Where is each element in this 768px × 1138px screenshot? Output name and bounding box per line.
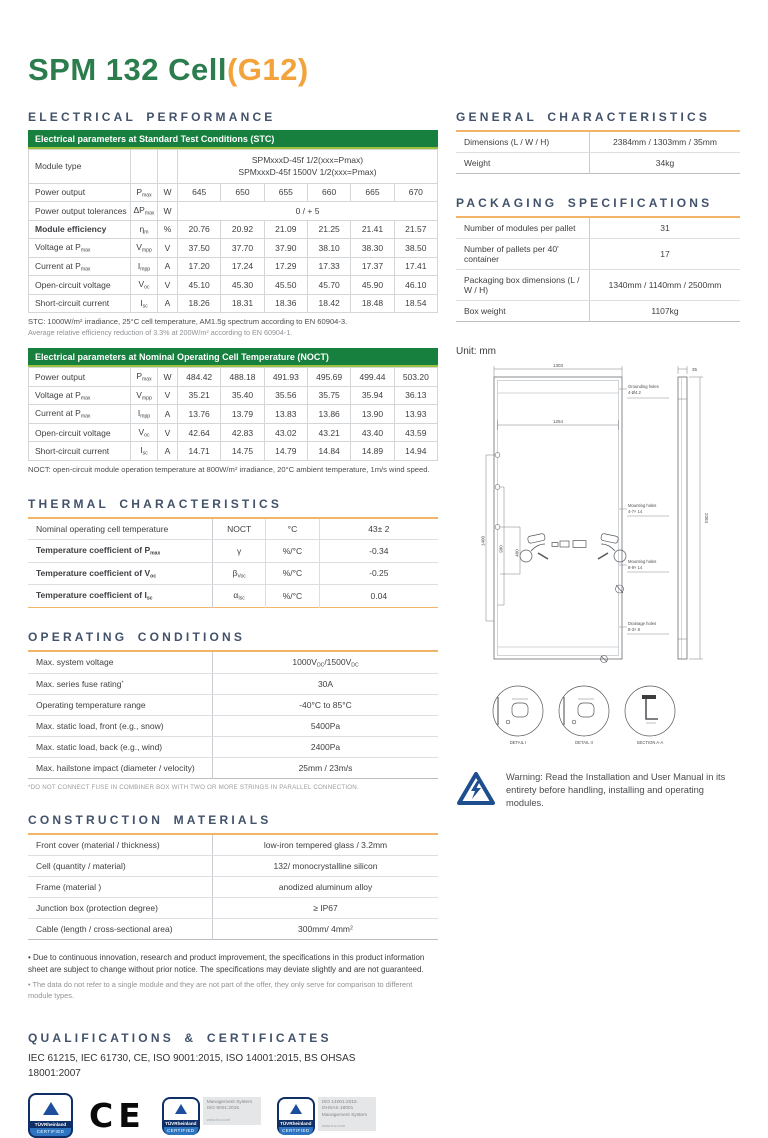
table-cell: Operating temperature range [28,695,213,716]
tuv-iso9001-logo [162,1097,261,1135]
general-table [456,130,740,174]
table-cell: Cell (quantity / material) [28,856,213,877]
table-cell: % [158,220,178,239]
thermal-table [28,517,438,608]
table-cell: 18.26 [178,294,221,313]
table-cell: 35.21 [178,386,221,405]
table-row [456,217,740,239]
side-dimension-lines [678,366,703,659]
qualifications-text: IEC 61215, IEC 61730, CE, ISO 9001:2015, ISO 14001:2015, BS OHSAS 18001:2007 [28,1053,356,1080]
table-cell: °C [266,518,319,540]
noct-table [28,367,438,461]
module-type-value [178,150,438,184]
table-cell: 18.48 [351,294,394,313]
table-cell: $V_{mpp}$ [131,386,158,405]
module-type-line1: SPMxxxD-45f 1/2(xxx=Pmax) [251,155,364,165]
label-grounding-holes: Grounding holes [628,384,659,389]
table-cell: 20.92 [221,220,264,239]
tuv-badge [277,1097,315,1135]
table-cell: 132/ monocrystalline silicon [213,856,439,877]
tuv-triangle-icon [290,1104,302,1114]
table-cell: 1340mm / 1140mm / 2500mm [589,270,740,301]
table-row [28,898,438,919]
table-cell: Power output tolerances [29,202,131,221]
tuv-certified-band: CERTIFIED [164,1127,198,1135]
table-cell: 18.31 [221,294,264,313]
table-cell: 655 [264,183,307,202]
table-cell: 43.40 [351,423,394,442]
table-cell: 14.94 [394,442,437,461]
table-row [28,758,438,779]
table-cell: NOCT [213,518,266,540]
noct-table-body [29,368,438,461]
table-row [28,518,438,540]
page-title [28,52,740,88]
ce-mark: CE [89,1096,146,1136]
right-column [456,88,740,1138]
section-heading-general: GENERAL CHARACTERISTICS [456,110,711,124]
table-row [29,423,438,442]
table-cell: Temperature coefficient of $V_{oc}$ [28,562,213,585]
table-cell: 14.71 [178,442,221,461]
table-cell: Temperature coefficient of $P_{max}$ [28,540,213,563]
dim-left-outer: 1400 [480,535,486,547]
section-heading-operating: OPERATING CONDITIONS [28,629,246,644]
table-row [28,585,438,608]
label-grounding-spec: 4-Ø4.2 [628,390,641,395]
label-mounting-spec-1: 4-7× 14 [628,509,643,514]
side-view [678,377,687,659]
table-cell: 42.83 [221,423,264,442]
tuv-brand-label: TÜVRheinland [34,1122,67,1128]
table-cell: $V_{mpp}$ [131,239,158,258]
table-cell: 18.42 [307,294,350,313]
table-cell: %/°C [266,562,319,585]
table-cell: $\beta_{Voc}$ [213,562,266,585]
table-cell: 43.21 [307,423,350,442]
table-row [28,716,438,737]
table-cell: 13.93 [394,405,437,424]
table-cell: 17.33 [307,257,350,276]
tuv-brand-label: TÜVRheinland [165,1120,197,1126]
table-row [456,131,740,153]
table-cell: A [158,442,178,461]
table-cell: V [158,239,178,258]
table-cell: 2384mm / 1303mm / 35mm [589,131,740,153]
table-cell: 13.83 [264,405,307,424]
table-cell: 30A [213,674,439,695]
tuv-certified-band: CERTIFIED [30,1128,71,1136]
table-cell: 1107kg [651,306,679,316]
table-cell: V [158,423,178,442]
table-cell: Dimensions (L / W / H) [456,131,589,153]
table-cell: Max. series fuse rating* [28,674,213,695]
section-aa-label: SECTION A-A [636,740,664,745]
table-cell: $P_{max}$ [131,368,158,387]
tuv-certified-band: CERTIFIED [279,1127,313,1135]
table-cell: 14.75 [221,442,264,461]
table-cell: anodized aluminum alloy [213,877,439,898]
stc-note-2: Average relative efficiency reduction of 3.3% at $200W/m^2$ according to EN 60904-1. [28,328,293,338]
table-cell: 17.41 [394,257,437,276]
table-row [28,674,438,695]
table-cell: 21.09 [264,220,307,239]
technical-drawing [456,359,740,763]
dim-left-mid: 990 [498,545,504,553]
table-cell: -0.34 [319,540,438,563]
table-cell: Open-circuit voltage [29,276,131,295]
detail-markers [601,585,624,663]
warning-triangle-icon [456,771,496,807]
table-cell: 645 [178,183,221,202]
construction-table-body [28,834,438,940]
table-cell: 35.94 [351,386,394,405]
table-cell: A [158,294,178,313]
table-cell: 35.56 [264,386,307,405]
table-cell: Power output [29,368,131,387]
table-row [28,856,438,877]
empty-cell [131,150,158,184]
table-row [456,239,740,270]
table-cell: 38.30 [351,239,394,258]
table-cell: Short-circuit current [29,294,131,313]
table-cell: 43.59 [394,423,437,442]
table-cell: Max. static load, back (e.g., wind) [28,737,213,758]
table-cell: 36.13 [394,386,437,405]
table-cell: Packaging box dimensions (L / W / H) [456,270,589,301]
table-cell: 2400Pa [213,737,439,758]
iso9001-lines: Management System ISO 9001:2015 [206,1099,253,1112]
junction-boxes [520,533,626,562]
table-cell: A [158,405,178,424]
iso9001-text-panel [203,1097,261,1125]
module-type-row [29,150,438,184]
dim-width: 1303 [552,363,564,368]
table-cell: Open-circuit voltage [29,423,131,442]
iso14001-lines: ISO 14001:2015 OHSAS 18001 Management System [321,1099,368,1118]
table-cell: W [158,183,178,202]
table-cell: 21.25 [307,220,350,239]
table-cell: 13.76 [178,405,221,424]
table-cell: 38.50 [394,239,437,258]
callout-leaders [619,389,669,634]
table-cell: 45.50 [264,276,307,295]
table-cell: γ [213,540,266,563]
noct-table-header: Electrical parameters at Nominal Operating Cell Temperature (NOCT) [28,348,438,367]
table-row [28,919,438,940]
operating-footnote: *DO NOT CONNECT FUSE IN COMBINER BOX WITH TWO OR MORE STRINGS IN PARALLEL CONNECTION. [28,784,359,792]
stc-table-header: Electrical parameters at Standard Test Conditions (STC) [28,130,438,149]
table-row [29,294,438,313]
table-cell: $\alpha_{Isc}$ [213,585,266,608]
packaging-table [456,216,740,322]
table-cell: 17 [589,239,740,270]
table-cell: 0 / + 5 [178,202,438,221]
table-cell: 14.79 [264,442,307,461]
packaging-table-body [456,217,740,322]
table-cell: 0.04 [370,590,388,601]
table-cell: 43.02 [264,423,307,442]
table-cell: $I_{sc}$ [131,442,158,461]
table-cell: 503.20 [394,368,437,387]
table-cell: $V_{oc}$ [131,423,158,442]
dim-left-inner: 400 [514,549,520,557]
table-row [28,877,438,898]
table-cell: A [158,257,178,276]
table-cell: Number of pallets per 40' container [456,239,589,270]
table-cell: Short-circuit current [29,442,131,461]
table-cell: 5400Pa [213,716,439,737]
table-cell: Power output [29,183,131,202]
table-cell: 18.36 [264,294,307,313]
table-cell: 35.75 [307,386,350,405]
table-cell: Cable (length / cross-sectional area) [28,919,213,940]
table-cell: W [158,202,178,221]
left-dimension-lines [486,455,520,621]
table-cell: Module efficiency [29,220,131,239]
stc-note-1: STC: $1000W/m^2$ irradiance, 25°C cell temperature, AM1.5g spectrum according to EN 60904-3. [28,317,348,327]
table-cell: 37.90 [264,239,307,258]
table-cell: Current at $P_{max}$ [29,257,131,276]
module-type-line2: SPMxxxD-45f 1500V 1/2(xxx=Pmax) [238,167,377,178]
table-cell: -0.25 [319,562,438,585]
iso14001-sub: www.tuv.com [321,1123,346,1129]
page-title-suffix: (G12) [226,52,309,87]
table-cell: 37.70 [221,239,264,258]
table-cell: 20.76 [178,220,221,239]
warning-text: Warning: Read the Installation and User Manual in its entirety before handling, installing and operating modules. [506,772,726,808]
table-cell: Current at $P_{max}$ [29,405,131,424]
left-column [28,88,438,1138]
general-table-body [456,131,740,174]
table-cell: 665 [351,183,394,202]
table-cell: 484.42 [178,368,221,387]
table-cell: $\Delta P_{max}$ [131,202,158,221]
table-row [28,651,438,674]
section-heading-construction: CONSTRUCTION MATERIALS [28,813,272,828]
table-row [29,368,438,387]
table-cell: $I_{mpp}$ [131,405,158,424]
table-row [28,540,438,563]
table-cell: 35.40 [221,386,264,405]
empty-cell [158,150,178,184]
table-row [29,405,438,424]
table-cell: Voltage at $P_{max}$ [29,239,131,258]
table-cell: 17.20 [178,257,221,276]
table-cell: Frame (material ) [28,877,213,898]
section-heading-electrical: ELECTRICAL PERFORMANCE [28,110,276,124]
table-row [29,239,438,258]
table-row [29,442,438,461]
label-mounting-spec-2: 8-9× 14 [628,565,643,570]
drawing-unit-label: Unit: mm [456,346,496,357]
table-row [29,202,438,221]
table-cell: Temperature coefficient of $I_{sc}$ [36,590,153,602]
table-cell: 34kg [655,158,675,168]
table-cell: 21.57 [394,220,437,239]
tuv-badge [162,1097,200,1135]
table-cell: 17.29 [264,257,307,276]
table-row [28,737,438,758]
certificate-logos [28,1093,438,1138]
page-title-main: SPM 132 Cell [28,52,227,87]
noct-note: NOCT: open-circuit module operation temperature at $800W/m^2$ irradiance, 20°C ambient temperature, 1m/s wind speed. [28,464,430,474]
dim-inner-width: 1254 [552,419,564,424]
table-row [456,301,740,322]
operating-table-body [28,651,438,779]
table-cell: 17.24 [221,257,264,276]
label-drainage-holes: Drainage holes [628,621,657,626]
table-cell: 42.64 [178,423,221,442]
iso14001-text-panel [318,1097,376,1132]
table-row [456,153,740,174]
table-cell: 13.90 [351,405,394,424]
module-type-label: Module type [29,150,131,184]
table-cell: %/°C [266,585,319,608]
table-cell: 43± 2 [319,518,438,540]
section-heading-qualifications: QUALIFICATIONS & CERTIFICATES [28,1031,332,1046]
warning-block [456,771,740,809]
section-heading-packaging: PACKAGING SPECIFICATIONS [456,196,713,210]
table-cell: 21.41 [351,220,394,239]
table-cell: ≥ IP67 [213,898,439,919]
table-cell: Weight [456,153,589,174]
operating-table [28,650,438,780]
detail-circles [493,686,675,736]
table-cell: %/°C [266,540,319,563]
table-row [28,562,438,585]
table-cell: -40°C to 85°C [213,695,439,716]
thermal-table-body [28,518,438,607]
table-cell: Nominal operating cell temperature [28,518,213,540]
table-cell: 14.89 [351,442,394,461]
table-cell: 31 [589,217,740,239]
table-row [29,220,438,239]
table-cell: 300mm/ $4mm^2$ [298,924,353,935]
detail-1-label: DETAIL I [509,740,527,745]
disclaimer-2: • The data do not refer to a single module and they are not part of the offer, they only serve for comparison to different module types. [28,980,413,1001]
table-cell: 17.37 [351,257,394,276]
table-cell: 38.10 [307,239,350,258]
table-cell: 660 [307,183,350,202]
table-cell: $\eta_m$ [131,220,158,239]
tuv-brand-label: TÜVRheinland [280,1120,312,1126]
table-cell: Number of modules per pallet [456,217,589,239]
label-mounting-holes-1: Mounting holes [628,503,657,508]
table-cell: 488.18 [221,368,264,387]
table-row [29,276,438,295]
table-cell: Max. static load, front (e.g., snow) [28,716,213,737]
tuv-triangle-icon [175,1104,187,1114]
dim-thickness: 35 [692,367,698,372]
table-row [29,386,438,405]
table-cell: $V_{oc}$ [131,276,158,295]
table-cell: 13.86 [307,405,350,424]
table-row [29,257,438,276]
tuv-iso14001-logo [277,1097,376,1135]
table-cell: 37.50 [178,239,221,258]
stc-table-body [29,150,438,313]
table-cell: $P_{max}$ [131,183,158,202]
table-cell: 45.70 [307,276,350,295]
dim-height: 2384 [704,512,709,524]
label-mounting-holes-2: Mounting holes [628,559,657,564]
table-cell: Junction box (protection degree) [28,898,213,919]
table-cell: Box weight [456,301,589,322]
disclaimer-1: • Due to continuous innovation, research and product improvement, the specifications in this product information sheet are subject to change without prior notice. The specifications may deviate slightly and are not guaranteed. [28,953,425,975]
table-cell: W [158,368,178,387]
table-cell: 670 [394,183,437,202]
table-cell: 18.54 [394,294,437,313]
table-row [29,183,438,202]
table-cell: low-iron tempered glass / 3.2mm [213,834,439,856]
table-cell: 46.10 [394,276,437,295]
table-cell: $1000V_{DC}/1500V_{DC}$ [213,651,439,674]
tuv-triangle-icon [43,1102,59,1115]
stc-table [28,149,438,313]
table-cell: 499.44 [351,368,394,387]
table-cell: $I_{mpp}$ [131,257,158,276]
table-cell: 14.84 [307,442,350,461]
table-cell: V [158,386,178,405]
table-cell: 13.79 [221,405,264,424]
table-row [28,695,438,716]
table-cell: Voltage at $P_{max}$ [29,386,131,405]
table-cell: 45.10 [178,276,221,295]
table-cell: 45.30 [221,276,264,295]
construction-table [28,833,438,940]
table-cell: 491.93 [264,368,307,387]
table-cell: Front cover (material / thickness) [28,834,213,856]
table-row [456,270,740,301]
detail-2-label: DETAIL II [575,740,593,745]
table-cell: V [158,276,178,295]
table-cell: 495.69 [307,368,350,387]
iso9001-sub: www.tuv.com [206,1116,231,1122]
table-cell: $I_{sc}$ [131,294,158,313]
table-cell: Max. hailstone impact (diameter / velocity) [28,758,213,779]
table-row [28,834,438,856]
section-heading-thermal: THERMAL CHARACTERISTICS [28,497,283,512]
table-cell: 25mm / 23m/s [298,763,353,774]
table-cell: Max. system voltage [28,651,213,674]
tuv-certified-logo [28,1093,73,1138]
table-cell: 45.90 [351,276,394,295]
table-cell: 650 [221,183,264,202]
label-drainage-spec: 8-3× 8 [628,627,640,632]
